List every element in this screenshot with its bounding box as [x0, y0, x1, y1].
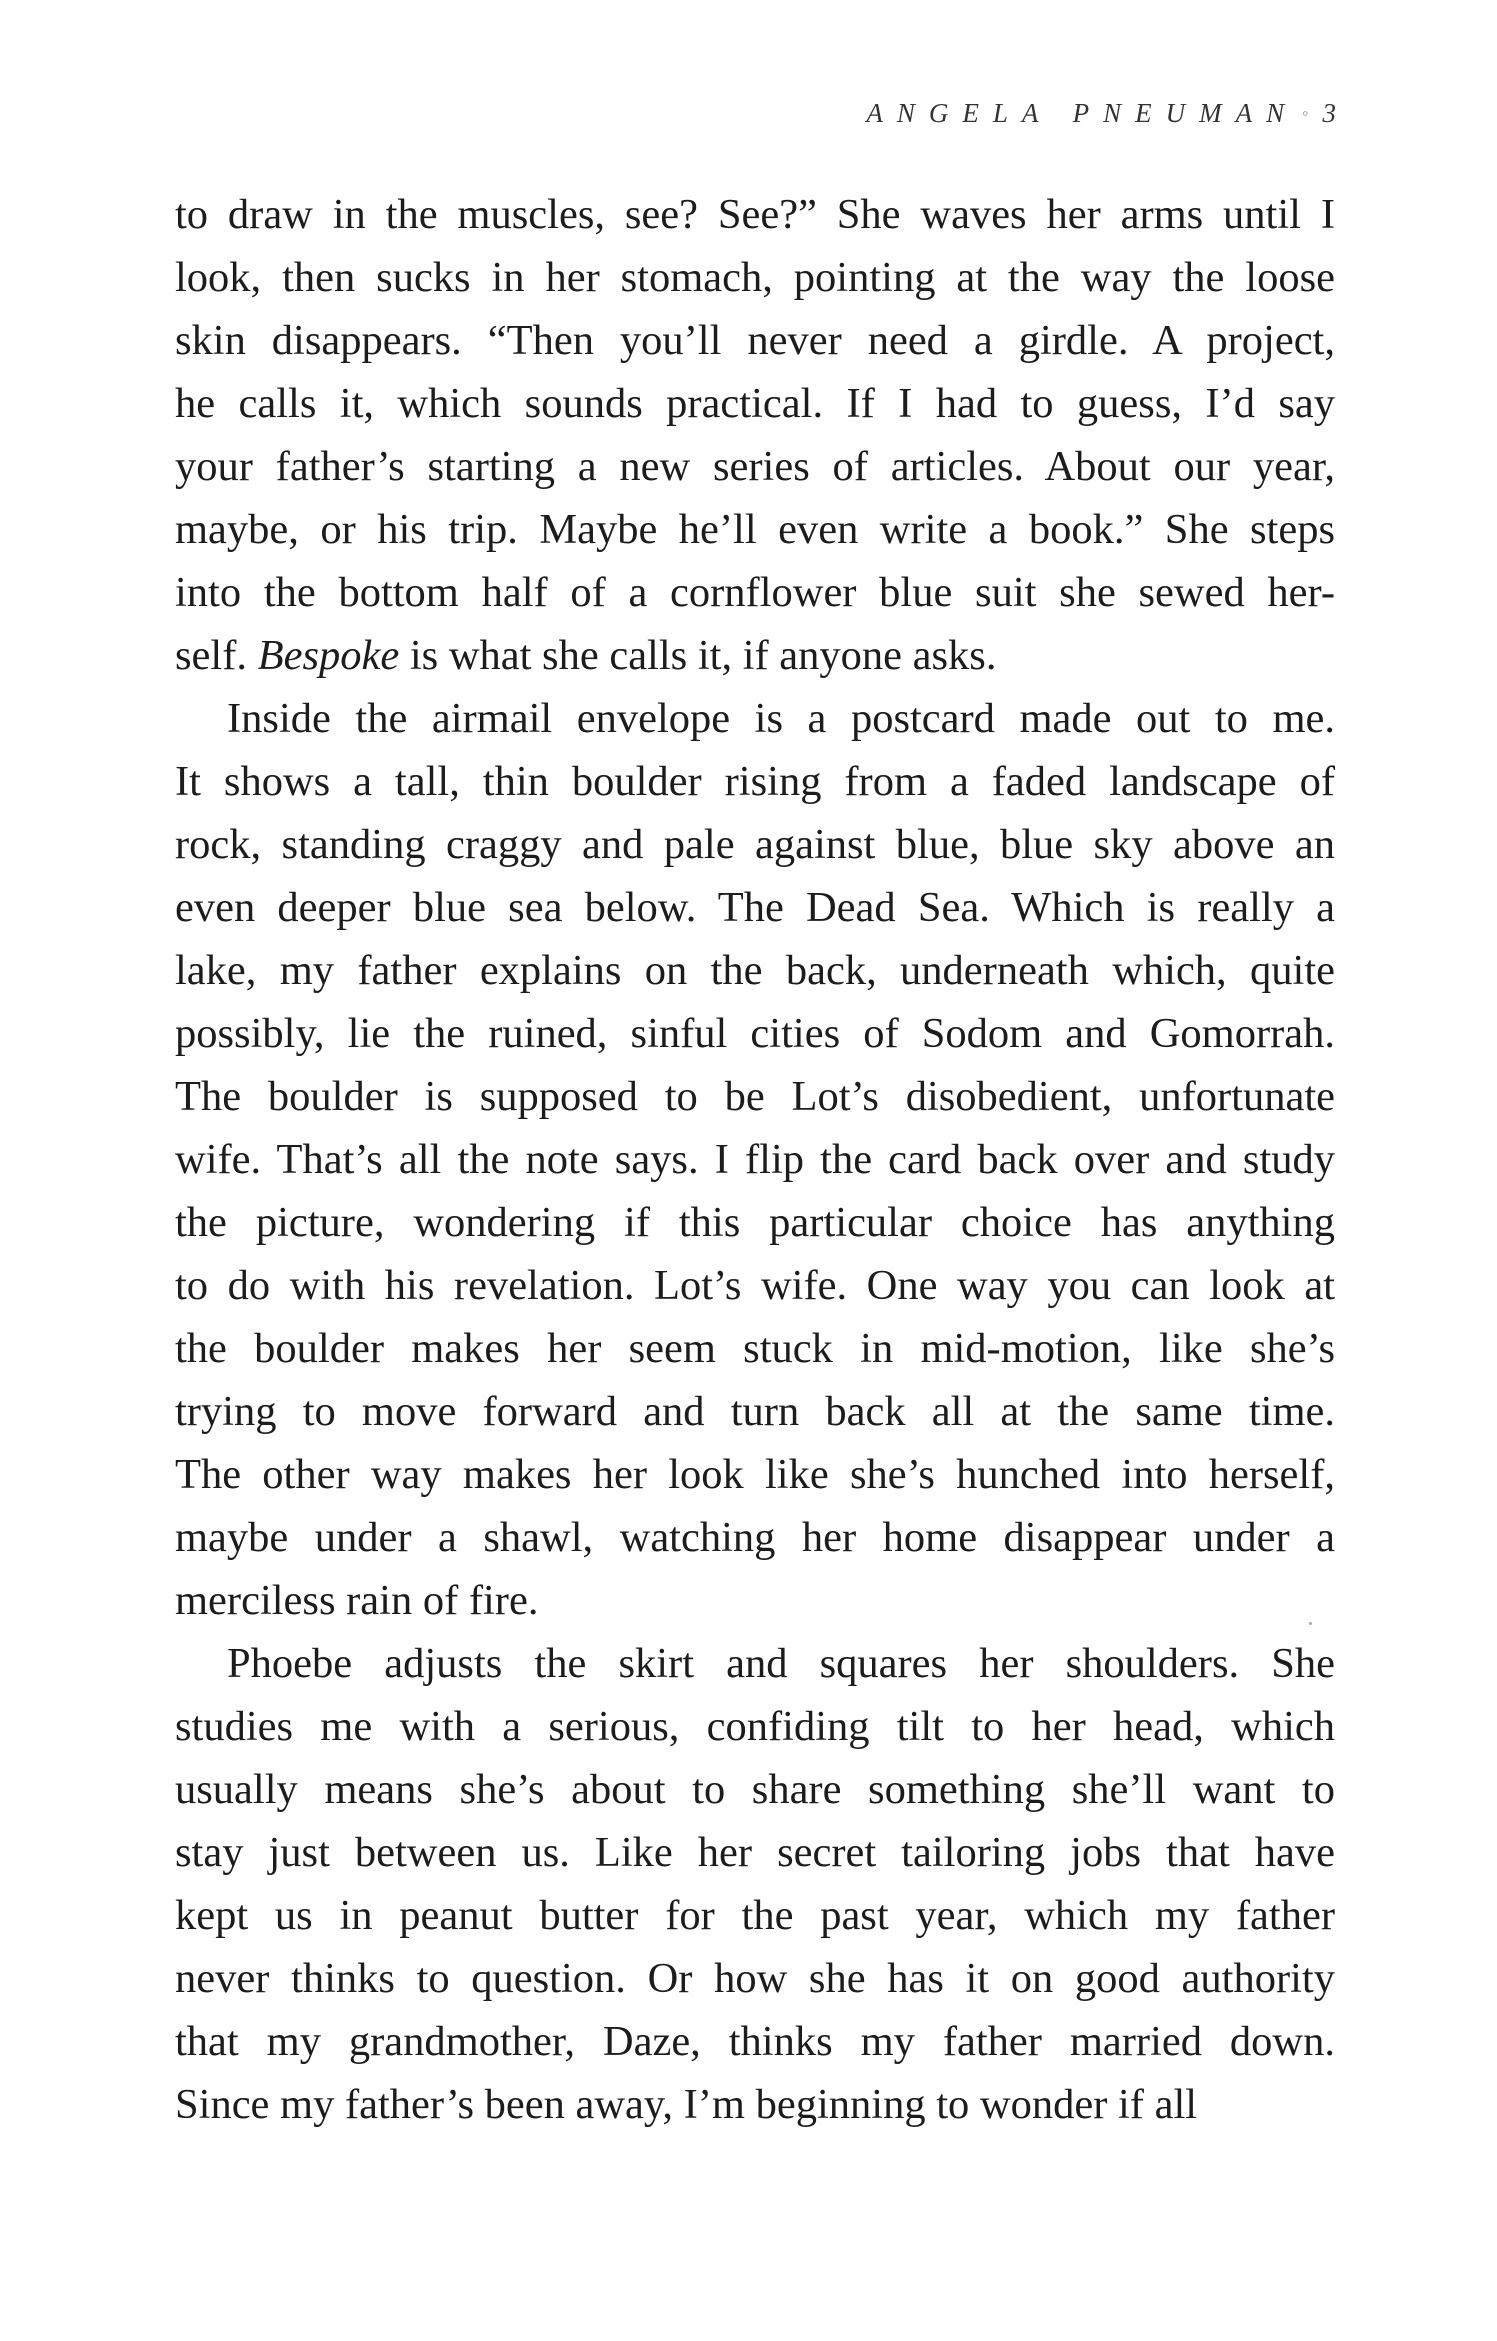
text-line: merciless rain of fire. [175, 1577, 539, 1624]
paragraph [175, 183, 1335, 687]
text-line: rock, standing craggy and pale against blue, blue sky above an [175, 821, 1335, 868]
body-text [175, 183, 1335, 2136]
running-head [800, 98, 1336, 129]
text-line: the boulder makes her seem stuck in mid-motion, like she’s [175, 1325, 1335, 1372]
text-line: wife. That’s all the note says. I flip the card back over and study [175, 1136, 1335, 1183]
text-line: self. Bespoke is what she calls it, if anyone asks. [175, 632, 997, 679]
paragraph [175, 1632, 1335, 2136]
text-line: maybe, or his trip. Maybe he’ll even write a book.” She steps [175, 506, 1335, 553]
text-line: studies me with a serious, confiding tilt to her head, which [175, 1703, 1335, 1750]
text-line: It shows a tall, thin boulder rising from a faded landscape of [175, 758, 1335, 805]
text-line: kept us in peanut butter for the past year, which my father [175, 1892, 1335, 1939]
text-line: The boulder is supposed to be Lot’s disobedient, unfortunate [175, 1073, 1335, 1120]
text-line: your father’s starting a new series of articles. About our year, [175, 443, 1335, 490]
text-line: trying to move forward and turn back all at the same time. [175, 1388, 1335, 1435]
text-line: lake, my father explains on the back, underneath which, quite [175, 947, 1335, 994]
text-line: even deeper blue sea below. The Dead Sea. Which is really a [175, 884, 1335, 931]
page-number: 3 [1322, 98, 1336, 128]
text-line: usually means she’s about to share something she’ll want to [175, 1766, 1335, 1813]
text-line: he calls it, which sounds practical. If I had to guess, I’d say [175, 380, 1335, 427]
text-line: to do with his revelation. Lot’s wife. One way you can look at [175, 1262, 1335, 1309]
text-line: Inside the airmail envelope is a postcard made out to me. [227, 695, 1335, 742]
author-name: ANGELA PNEUMAN [866, 98, 1299, 128]
text-line: Since my father’s been away, I’m beginning to wonder if all [175, 2081, 1198, 2128]
text-line: to draw in the muscles, see? See?” She waves her arms until I [175, 191, 1335, 238]
text-line: look, then sucks in her stomach, pointing at the way the loose [175, 254, 1335, 301]
text-line: Phoebe adjusts the skirt and squares her shoulders. She [227, 1640, 1335, 1687]
text-line: possibly, lie the ruined, sinful cities of Sodom and Gomorrah. [175, 1010, 1335, 1057]
text-line: skin disappears. “Then you’ll never need a girdle. A project, [175, 317, 1335, 364]
text-line: the picture, wondering if this particular choice has anything [175, 1199, 1335, 1246]
text-line: that my grandmother, Daze, thinks my father married down. [175, 2018, 1335, 2065]
separator-ornament: ◦ [1302, 103, 1309, 123]
text-line: The other way makes her look like she’s hunched into herself, [175, 1451, 1335, 1498]
scan-speck [1309, 1622, 1312, 1625]
text-line: stay just between us. Like her secret tailoring jobs that have [175, 1829, 1335, 1876]
text-line: into the bottom half of a cornflower blue suit she sewed her- [175, 569, 1335, 616]
text-line: never thinks to question. Or how she has it on good authority [175, 1955, 1335, 2002]
text-line: maybe under a shawl, watching her home disappear under a [175, 1514, 1335, 1561]
paragraph [175, 687, 1335, 1632]
